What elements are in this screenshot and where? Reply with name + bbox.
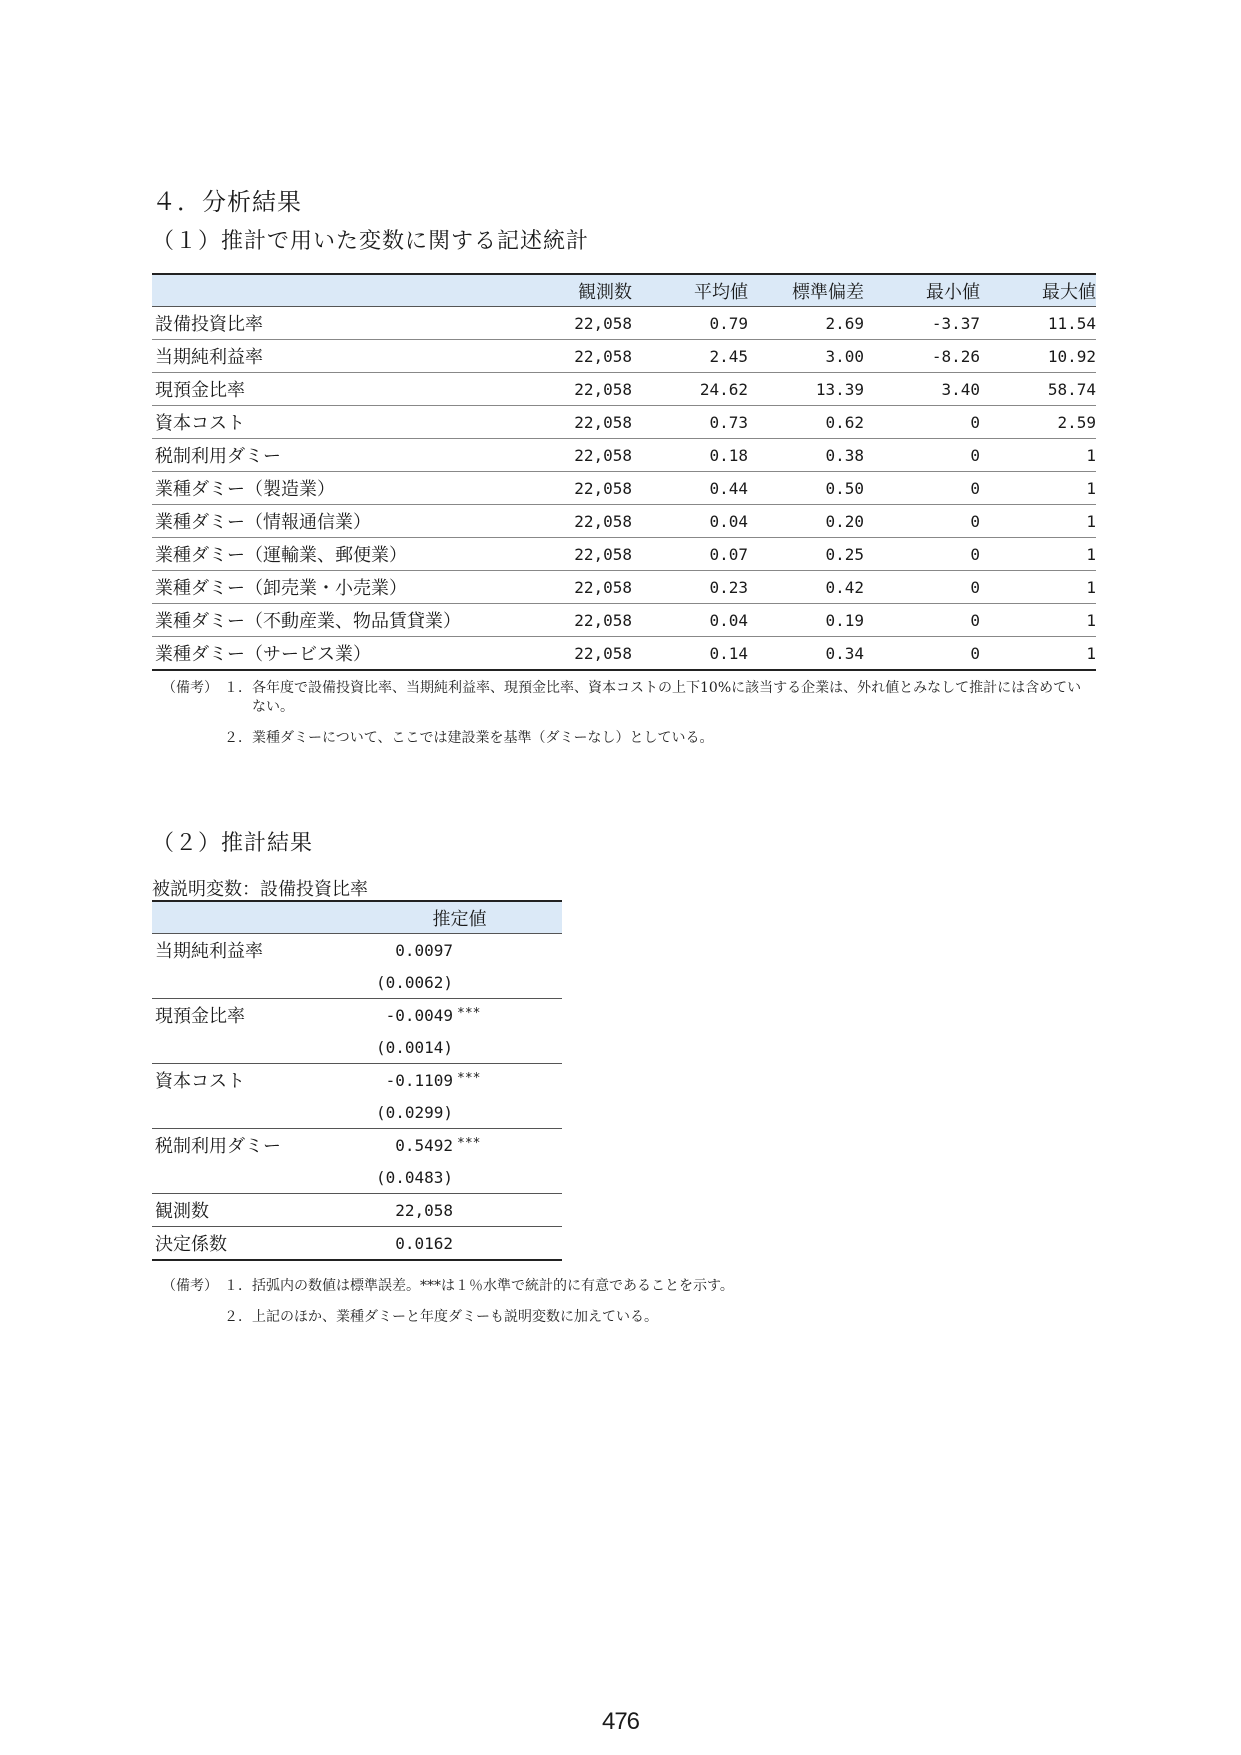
- table-row: [152, 373, 1096, 406]
- table-cell: 0.44: [632, 472, 748, 505]
- standard-error-value: (0.0062): [375, 972, 453, 992]
- table-row: [152, 966, 562, 999]
- standard-error-cell: [357, 1096, 562, 1129]
- row-label: [152, 1161, 357, 1194]
- table-cell: 0: [864, 538, 980, 571]
- table-cell: 0: [864, 472, 980, 505]
- section-heading: ４．分析結果: [152, 188, 302, 216]
- note-number: ２．: [224, 1309, 252, 1325]
- table-cell: 22,058: [512, 571, 632, 604]
- note-text: 業種ダミーについて、ここでは建設業を基準（ダミーなし）としている。: [252, 730, 714, 746]
- row-label: [152, 966, 357, 999]
- table-cell: 0: [864, 604, 980, 637]
- row-label: 当期純利益率: [152, 340, 512, 373]
- significance-stars: ***: [457, 1135, 481, 1151]
- table-row: [152, 999, 562, 1032]
- table-cell: 1: [980, 571, 1096, 604]
- column-header: 推定値: [432, 908, 487, 930]
- coefficient-cell: [357, 1064, 562, 1097]
- table-cell: 1: [980, 637, 1096, 671]
- row-label: 業種ダミー（卸売業・小売業）: [152, 571, 512, 604]
- table-cell: 0.07: [632, 538, 748, 571]
- table-cell: 0: [864, 505, 980, 538]
- table-row: [152, 1129, 562, 1162]
- coefficient-cell: [357, 934, 562, 967]
- table-row: [152, 307, 1096, 340]
- row-label: 観測数: [152, 1194, 357, 1227]
- coefficient-value: -0.1109: [385, 1070, 453, 1090]
- standard-error-cell: [357, 1161, 562, 1194]
- table-cell: 0.34: [748, 637, 864, 671]
- table-cell: 22,058: [512, 307, 632, 340]
- row-label: 業種ダミー（製造業）: [152, 472, 512, 505]
- table-cell: 22,058: [512, 538, 632, 571]
- table-cell: -3.37: [864, 307, 980, 340]
- table-row: [152, 340, 1096, 373]
- table-cell: 0.04: [632, 604, 748, 637]
- table-row: [152, 439, 1096, 472]
- note-item: [162, 729, 1092, 748]
- table-cell: 24.62: [632, 373, 748, 406]
- dependent-variable-label: 被説明変数：設備投資比率: [152, 879, 368, 900]
- row-label: [152, 1031, 357, 1064]
- row-label: 業種ダミー（運輸業、郵便業）: [152, 538, 512, 571]
- note-item: [162, 1308, 1092, 1327]
- note-number: １．: [224, 1278, 252, 1294]
- table-cell: 13.39: [748, 373, 864, 406]
- row-label: 税制利用ダミー: [155, 1136, 281, 1157]
- table-cell: 3.00: [748, 340, 864, 373]
- summary-cell: [357, 1227, 562, 1261]
- table-header-row: [152, 901, 562, 934]
- table-row: [152, 538, 1096, 571]
- note-prefix: （備考）: [162, 680, 218, 696]
- table-row: [152, 1161, 562, 1194]
- estimation-results-table: [152, 900, 562, 1261]
- table-cell: 22,058: [512, 406, 632, 439]
- table-row: [152, 604, 1096, 637]
- table-row: [152, 406, 1096, 439]
- table-row: [152, 1096, 562, 1129]
- row-label: 業種ダミー（サービス業）: [152, 637, 512, 671]
- coefficient-cell: [357, 1129, 562, 1162]
- note-text: 括弧内の数値は標準誤差。***は１％水準で統計的に有意であることを示す。: [252, 1278, 734, 1294]
- table-cell: 0.79: [632, 307, 748, 340]
- table-row: [152, 571, 1096, 604]
- table-row: [152, 505, 1096, 538]
- column-header: 観測数: [578, 281, 632, 303]
- table-cell: 0: [864, 439, 980, 472]
- table-row: [152, 934, 562, 967]
- note-number: ２．: [224, 730, 252, 746]
- note-text: 各年度で設備投資比率、当期純利益率、現預金比率、資本コストの上下10%に該当する企業は、外れ値とみなして推計には含めていない。: [252, 680, 1082, 715]
- table-cell: 22,058: [512, 439, 632, 472]
- table-cell: 0.50: [748, 472, 864, 505]
- table-cell: 0: [864, 406, 980, 439]
- table-cell: 1: [980, 604, 1096, 637]
- table-row: [152, 637, 1096, 671]
- table-cell: 2.69: [748, 307, 864, 340]
- table-cell: 0.42: [748, 571, 864, 604]
- table-cell: 0.18: [632, 439, 748, 472]
- summary-value: 22,058: [395, 1200, 453, 1220]
- table-cell: 0.14: [632, 637, 748, 671]
- column-header: [152, 901, 357, 934]
- table-cell: 1: [980, 505, 1096, 538]
- table-cell: 22,058: [512, 373, 632, 406]
- table-cell: 0.62: [748, 406, 864, 439]
- table-cell: 22,058: [512, 637, 632, 671]
- note-prefix: （備考）: [162, 1278, 218, 1294]
- row-label: 現預金比率: [155, 1006, 245, 1027]
- column-header: 最大値: [1042, 281, 1096, 303]
- table-cell: 22,058: [512, 505, 632, 538]
- table-row: [152, 1064, 562, 1097]
- table-cell: 0: [864, 637, 980, 671]
- significance-stars: ***: [457, 1070, 481, 1086]
- table-cell: 0.23: [632, 571, 748, 604]
- table-cell: 1: [980, 538, 1096, 571]
- note-text: 上記のほか、業種ダミーと年度ダミーも説明変数に加えている。: [252, 1309, 658, 1325]
- row-label: 業種ダミー（情報通信業）: [152, 505, 512, 538]
- table-cell: 0: [864, 571, 980, 604]
- table-cell: 2.45: [632, 340, 748, 373]
- coefficient-cell: [357, 999, 562, 1032]
- table-cell: 0.38: [748, 439, 864, 472]
- table-cell: 0.20: [748, 505, 864, 538]
- note-item: [162, 679, 1092, 717]
- table-cell: 0.19: [748, 604, 864, 637]
- row-label: 資本コスト: [155, 1071, 245, 1092]
- row-label: 税制利用ダミー: [152, 439, 512, 472]
- table-row: [152, 472, 1096, 505]
- column-header: 標準偏差: [792, 281, 864, 303]
- row-label: 当期純利益率: [155, 941, 263, 962]
- standard-error-cell: [357, 966, 562, 999]
- coefficient-value: -0.0049: [385, 1005, 453, 1025]
- table-row: [152, 1194, 562, 1227]
- coefficient-value: 0.5492: [395, 1135, 453, 1155]
- table-cell: 22,058: [512, 604, 632, 637]
- descriptive-stats-table: [152, 273, 1096, 671]
- table-cell: 0.25: [748, 538, 864, 571]
- table-row: [152, 1031, 562, 1064]
- subsection-title-estimation: （２）推計結果: [152, 831, 314, 856]
- notes-estimation: [162, 1277, 1092, 1339]
- summary-value: 0.0162: [395, 1233, 453, 1253]
- notes-descriptive: [162, 679, 1092, 760]
- standard-error-value: (0.0014): [375, 1037, 453, 1057]
- row-label: 資本コスト: [152, 406, 512, 439]
- table-cell: 2.59: [980, 406, 1096, 439]
- significance-stars: ***: [457, 1005, 481, 1021]
- table-cell: 1: [980, 439, 1096, 472]
- column-header: [152, 274, 512, 307]
- table-cell: 10.92: [980, 340, 1096, 373]
- standard-error-value: (0.0483): [375, 1167, 453, 1187]
- table-cell: 58.74: [980, 373, 1096, 406]
- table-cell: 3.40: [864, 373, 980, 406]
- standard-error-cell: [357, 1031, 562, 1064]
- table-cell: 0.73: [632, 406, 748, 439]
- table-cell: 22,058: [512, 340, 632, 373]
- table-header-row: [152, 274, 1096, 307]
- row-label: 業種ダミー（不動産業、物品賃貸業）: [152, 604, 512, 637]
- column-header: 平均値: [694, 281, 748, 303]
- subsection-title-descriptive: （１）推計で用いた変数に関する記述統計: [152, 229, 590, 254]
- column-header: 最小値: [926, 281, 980, 303]
- row-label: [152, 1096, 357, 1129]
- row-label: 設備投資比率: [152, 307, 512, 340]
- row-label: 現預金比率: [152, 373, 512, 406]
- table-cell: 1: [980, 472, 1096, 505]
- table-cell: -8.26: [864, 340, 980, 373]
- standard-error-value: (0.0299): [375, 1102, 453, 1122]
- summary-cell: [357, 1194, 562, 1227]
- table-cell: 0.04: [632, 505, 748, 538]
- note-number: １．: [224, 680, 252, 696]
- page-number: 476: [601, 1708, 640, 1735]
- note-item: [162, 1277, 1092, 1296]
- table-row: [152, 1227, 562, 1261]
- table-cell: 11.54: [980, 307, 1096, 340]
- coefficient-value: 0.0097: [395, 940, 453, 960]
- row-label: 決定係数: [152, 1227, 357, 1261]
- table-cell: 22,058: [512, 472, 632, 505]
